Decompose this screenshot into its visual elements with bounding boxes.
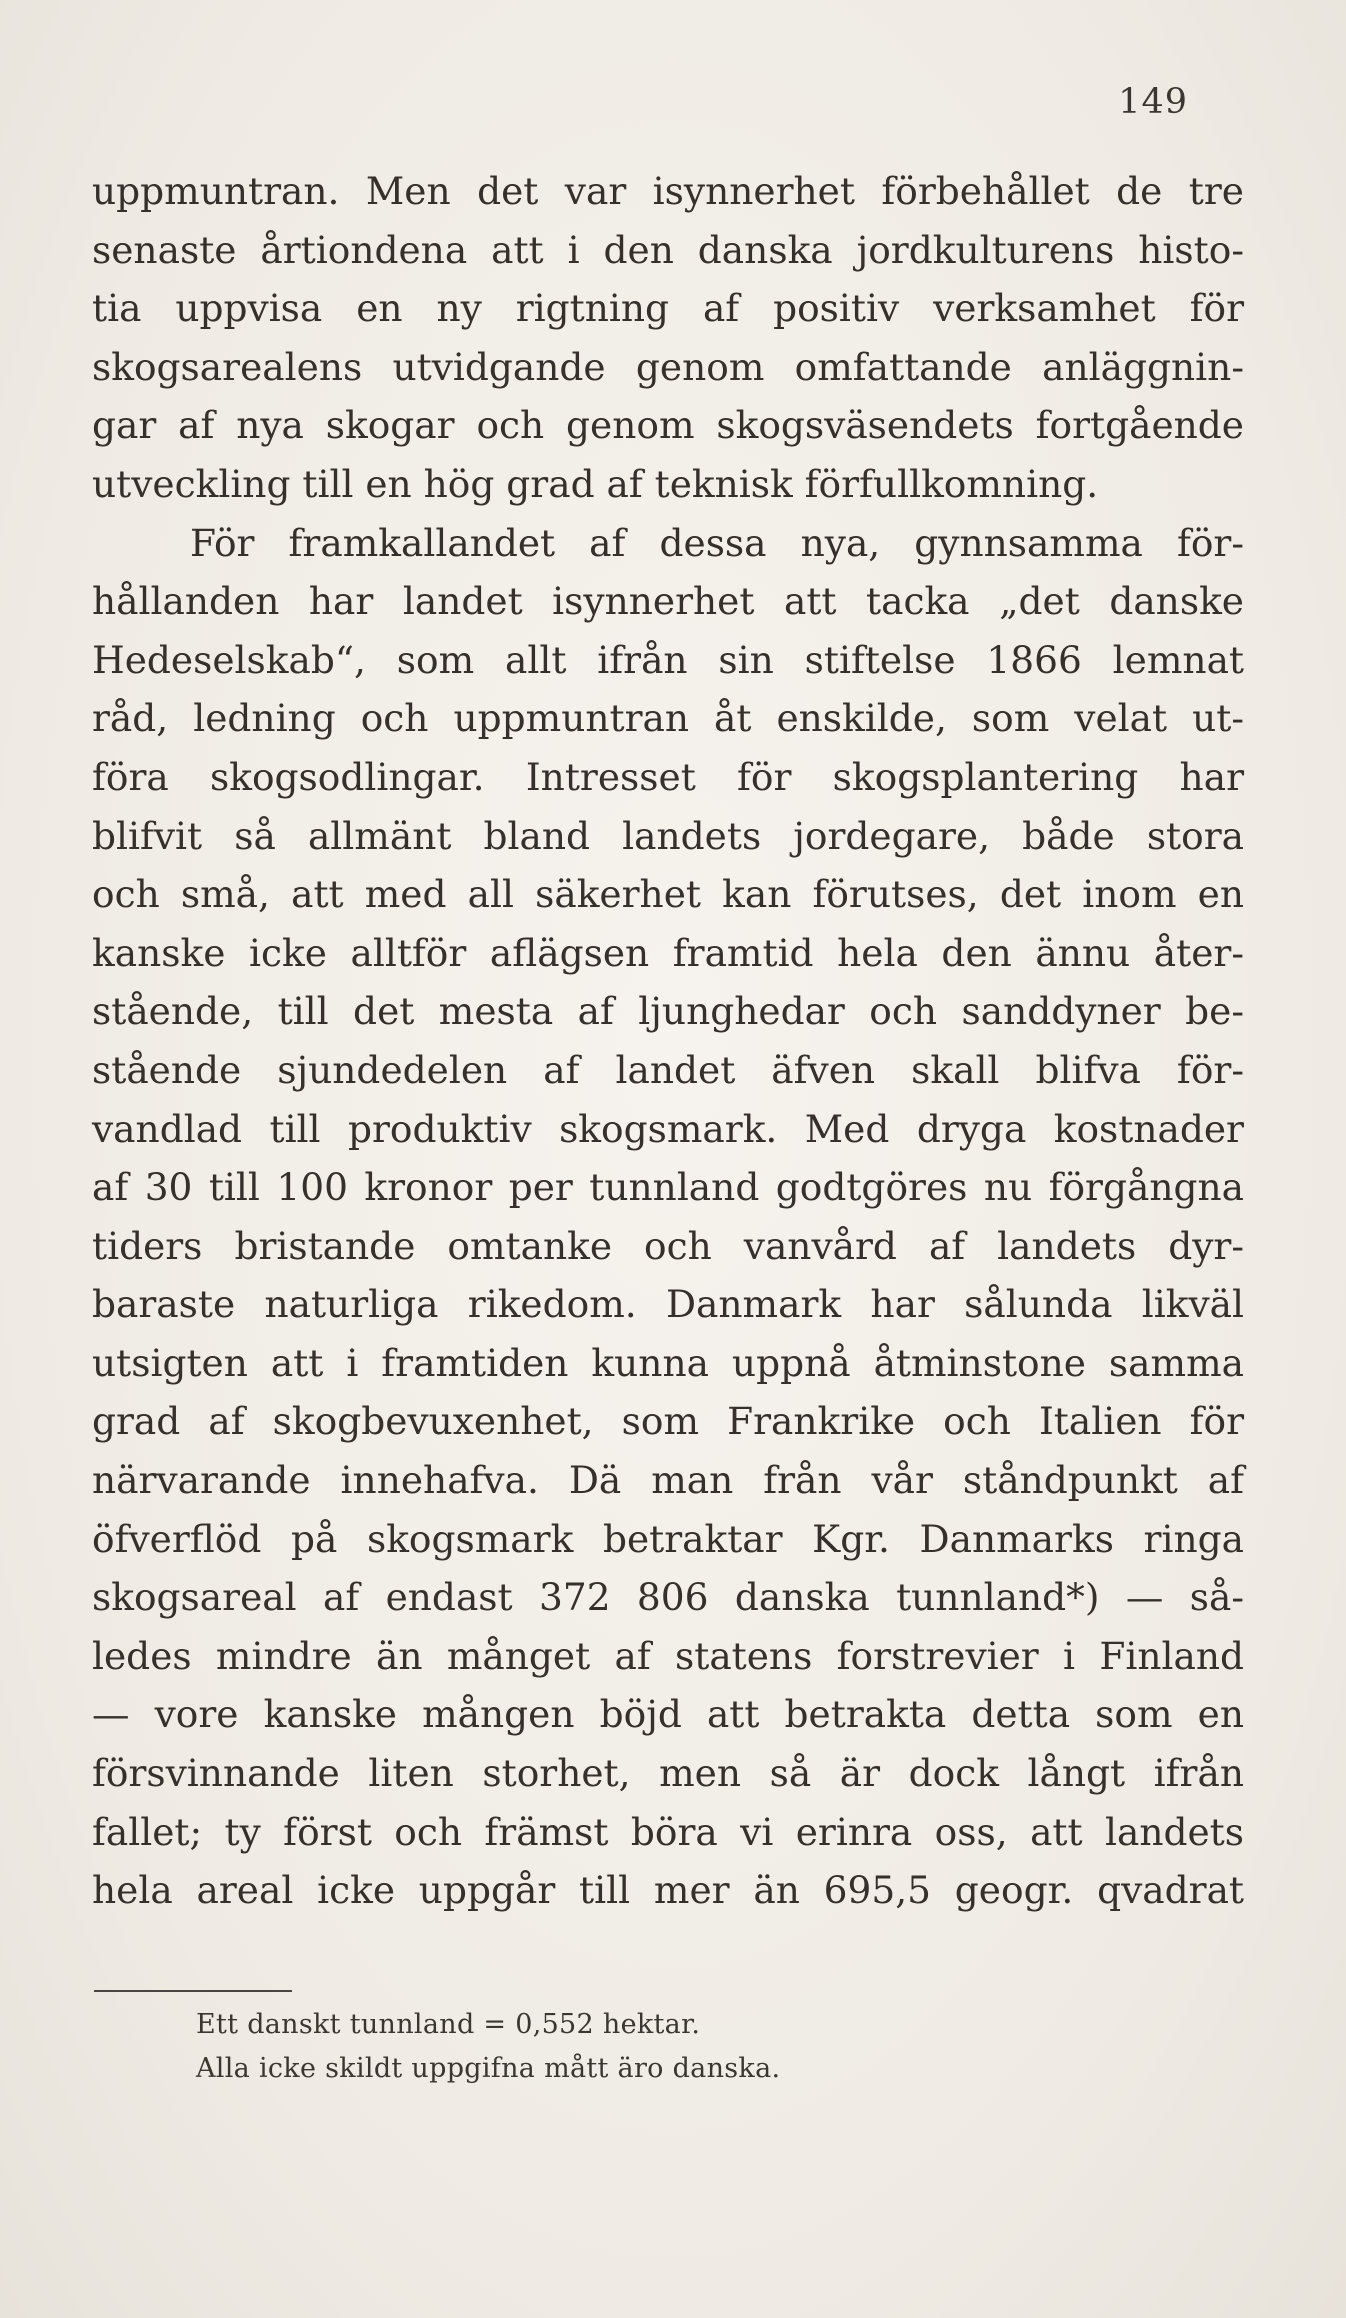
text-line: blifvit så allmänt bland landets jordegare, både stora: [92, 813, 1244, 858]
text-line: öfverflöd på skogsmark betraktar Kgr. Danmarks ringa: [92, 1516, 1244, 1561]
text-line: tiders bristande omtanke och vanvård af landets dyr-: [92, 1223, 1244, 1268]
text-line: uppmuntran. Men det var isynnerhet förbehållet de tre: [92, 169, 1244, 213]
text-line: stående, till det mesta af ljunghedar och sanddyner be-: [92, 989, 1244, 1034]
page-number: 149: [1118, 82, 1188, 122]
text-line: försvinnande liten storhet, men så är dock långt ifrån: [92, 1751, 1244, 1796]
text-line: föra skogsodlingar. Intresset för skogsplantering har: [92, 754, 1244, 799]
text-line: För framkallandet af dessa nya, gynnsamma för-: [190, 520, 1244, 565]
text-line: vandlad till produktiv skogsmark. Med dryga kostnader: [92, 1106, 1244, 1151]
text-line: skogsarealens utvidgande genom omfattande anläggnin-: [92, 344, 1244, 389]
text-line: utveckling till en hög grad af teknisk förfullkomning.: [92, 461, 1099, 506]
footnote-divider: [94, 1990, 292, 1992]
footnote-line: Ett danskt tunnland = 0,552 hektar.: [196, 2009, 701, 2040]
text-line: skogsareal af endast 372 806 danska tunnland*) — så-: [92, 1575, 1244, 1620]
text-line: och små, att med all säkerhet kan förutses, det inom en: [92, 872, 1244, 917]
text-line: af 30 till 100 kronor per tunnland godtgöres nu förgångna: [92, 1165, 1244, 1210]
footnotes: [196, 2003, 996, 2091]
footnote-line: Alla icke skildt uppgifna mått äro danska.: [196, 2053, 781, 2084]
text-line: baraste naturliga rikedom. Danmark har sålunda likväl: [92, 1282, 1244, 1327]
text-line: Hedeselskab“, som allt ifrån sin stiftelse 1866 lemnat: [92, 637, 1244, 682]
text-line: ledes mindre än månget af statens forstrevier i Finland: [92, 1633, 1244, 1678]
text-line: — vore kanske mången böjd att betrakta detta som en: [92, 1692, 1244, 1737]
text-line: grad af skogbevuxenhet, som Frankrike och Italien för: [92, 1399, 1244, 1444]
text-line: tia uppvisa en ny rigtning af positiv verksamhet för: [92, 286, 1244, 331]
text-line: gar af nya skogar och genom skogsväsendets fortgående: [92, 403, 1244, 448]
text-line: kanske icke alltför aflägsen framtid hela den ännu åter-: [92, 930, 1244, 975]
text-line: närvarande innehafva. Dä man från vår ståndpunkt af: [92, 1458, 1244, 1503]
text-line: hållanden har landet isynnerhet att tacka „det danske: [92, 579, 1244, 624]
text-line: stående sjundedelen af landet äfven skall blifva för-: [92, 1047, 1244, 1092]
text-line: utsigten att i framtiden kunna uppnå åtminstone samma: [92, 1340, 1244, 1385]
text-line: fallet; ty först och främst böra vi erinra oss, att landets: [92, 1809, 1244, 1854]
body-text: [92, 162, 1244, 1920]
text-line: råd, ledning och uppmuntran åt enskilde, som velat ut-: [92, 696, 1244, 741]
text-line: hela areal icke uppgår till mer än 695,5 geogr. qvadrat: [92, 1868, 1244, 1913]
text-line: senaste årtiondena att i den danska jordkulturens histo-: [92, 227, 1244, 272]
